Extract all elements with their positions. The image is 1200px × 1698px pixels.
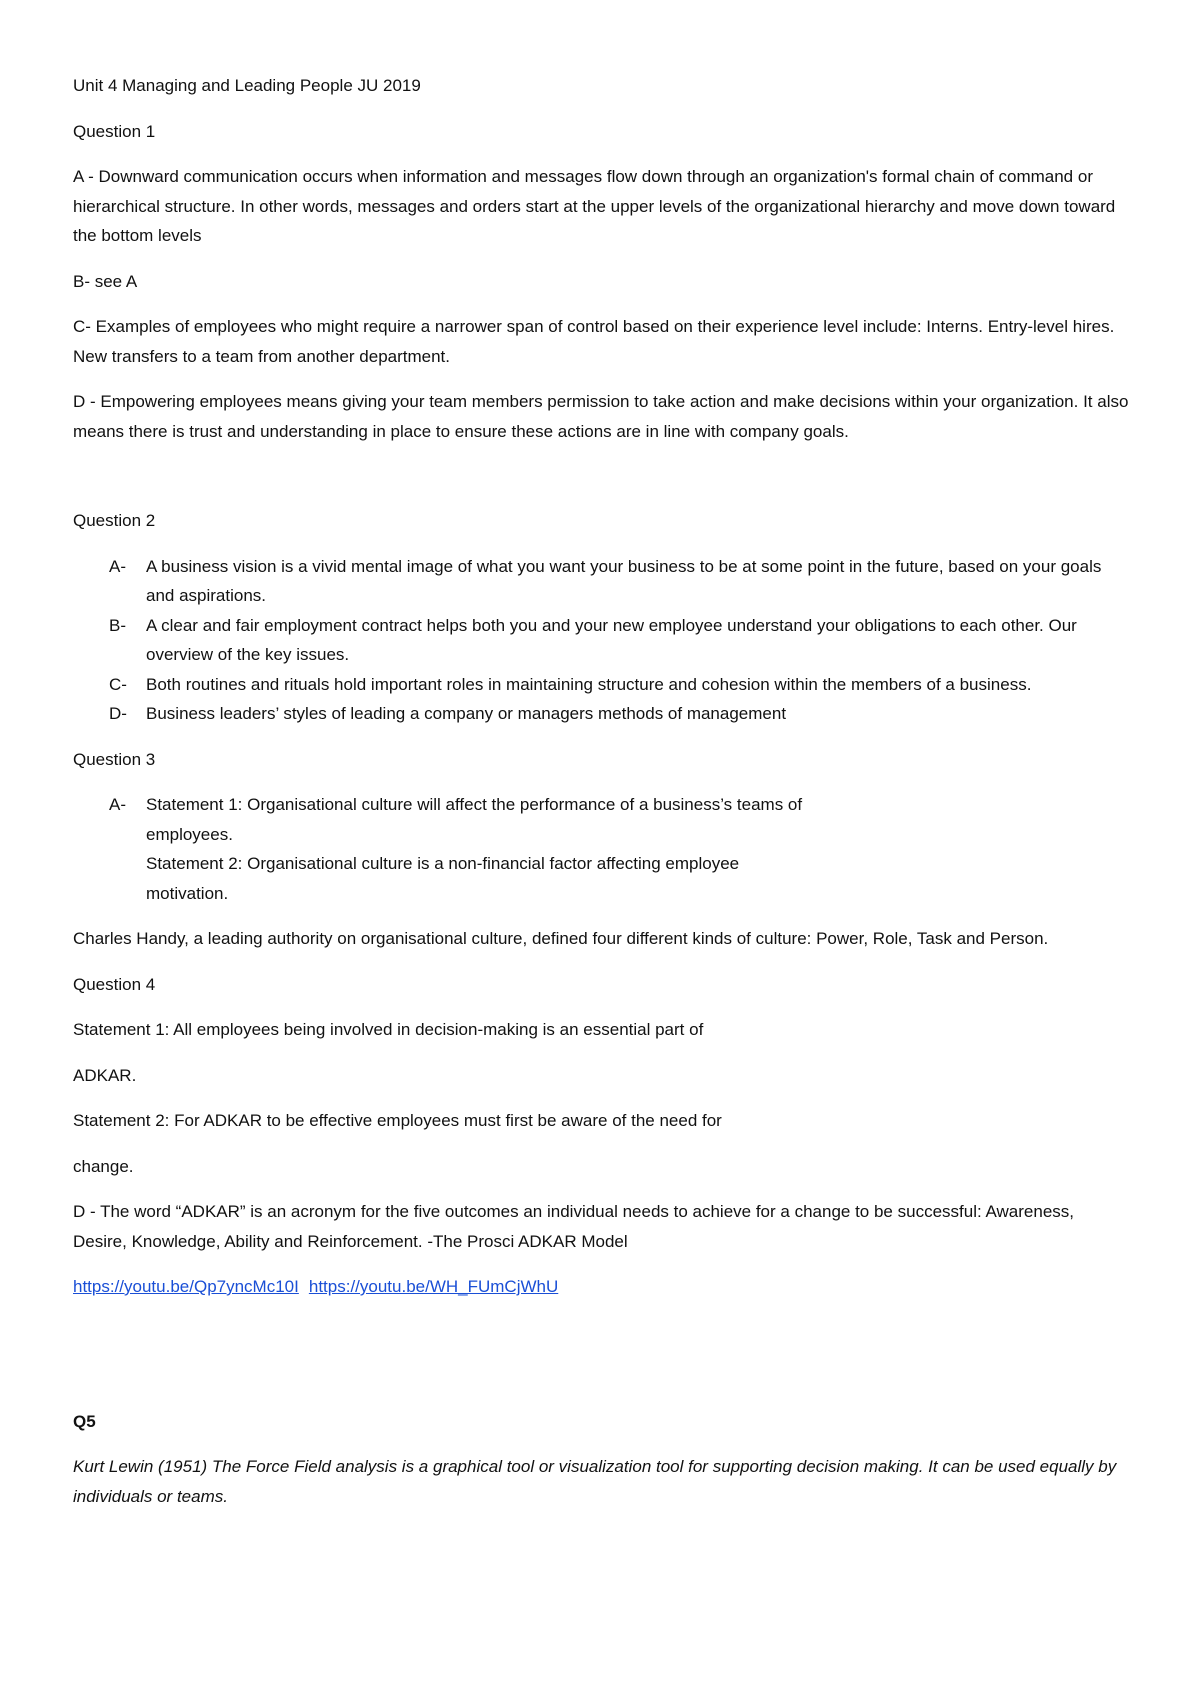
- question-3-statements: [73, 790, 1130, 908]
- question-2-heading: Question 2: [73, 511, 156, 530]
- question-5-heading: Q5: [73, 1411, 96, 1431]
- list-item: [73, 552, 1130, 611]
- question-1-answer-c: C- Examples of employees who might require a narrower span of control based on their experience level include: Interns. Entry-level hires. New transfers to a team from another department.: [73, 317, 1115, 366]
- youtube-link-2[interactable]: https://youtu.be/WH_FUmCjWhU: [308, 1277, 559, 1296]
- question-5-text: Kurt Lewin (1951) The Force Field analysis is a graphical tool or visualization tool for supporting decision making. It can be used equally by individuals or teams.: [73, 1457, 1117, 1506]
- list-item: [73, 670, 1130, 700]
- question-1-heading: Question 1: [73, 121, 156, 141]
- list-item-label: A-: [109, 556, 126, 576]
- spacer: [73, 1318, 1130, 1407]
- youtube-link-1[interactable]: https://youtu.be/Qp7yncMc10I: [73, 1277, 299, 1296]
- question-1-answer-d: D - Empowering employees means giving your team members permission to take action and make decisions within your organization. It also means there is trust and understanding in place to ensure these actions are in line with company goals.: [73, 392, 1129, 441]
- question-4-statement-1-end: ADKAR.: [73, 1065, 137, 1085]
- list-item-text: Both routines and rituals hold important roles in maintaining structure and cohesion within the members of a business.: [146, 674, 1032, 694]
- list-item-text: Business leaders’ styles of leading a company or managers methods of management: [146, 704, 787, 723]
- question-4-heading: Question 4: [73, 974, 156, 994]
- question-1-answer-a: A - Downward communication occurs when information and messages flow down through an organization's formal chain of command or hierarchical structure. In other words, messages and orders start at the upper levels of the organizational hierarchy and move down toward the bottom levels: [73, 167, 1116, 245]
- list-item-text: A business vision is a vivid mental image of what you want your business to be at some point in the future, based on your goals and aspirations.: [146, 556, 1102, 605]
- statement-line: Statement 2: Organisational culture is a non-financial factor affecting employee: [146, 854, 740, 873]
- statement-line: Statement 1: Organisational culture will affect the performance of a business’s teams of: [146, 795, 803, 814]
- list-item: [73, 611, 1130, 670]
- question-4-statement-1: Statement 1: All employees being involved in decision-making is an essential part of: [73, 1020, 704, 1039]
- list-item-text: A clear and fair employment contract helps both you and your new employee understand your obligations to each other. Our overview of the key issues.: [146, 615, 1077, 664]
- handy-paragraph: Charles Handy, a leading authority on organisational culture, defined four different kinds of culture: Power, Role, Task and Person.: [73, 929, 1049, 948]
- list-item: [73, 699, 1130, 729]
- list-item-label: B-: [109, 615, 126, 635]
- question-4-answer-d: D - The word “ADKAR” is an acronym for the five outcomes an individual needs to achieve for a change to be successful: Awareness, Desire, Knowledge, Ability and Reinforcement. -The Prosci ADKAR Model: [73, 1202, 1074, 1251]
- question-4-statement-2: Statement 2: For ADKAR to be effective employees must first be aware of the need for: [73, 1111, 722, 1130]
- list-item-label: A-: [109, 795, 126, 814]
- links-row: [73, 1272, 1130, 1302]
- question-1-answer-b: B- see A: [73, 271, 138, 291]
- statement-line: employees.: [146, 824, 233, 844]
- statement-line: motivation.: [146, 883, 229, 903]
- list-item-label: D-: [109, 704, 127, 723]
- document-title: Unit 4 Managing and Leading People JU 2019: [73, 76, 421, 95]
- question-2-list: [73, 552, 1130, 729]
- list-item-label: C-: [109, 674, 127, 694]
- question-3-heading: Question 3: [73, 749, 156, 769]
- spacer: [73, 462, 1130, 506]
- question-4-statement-2-end: change.: [73, 1156, 134, 1176]
